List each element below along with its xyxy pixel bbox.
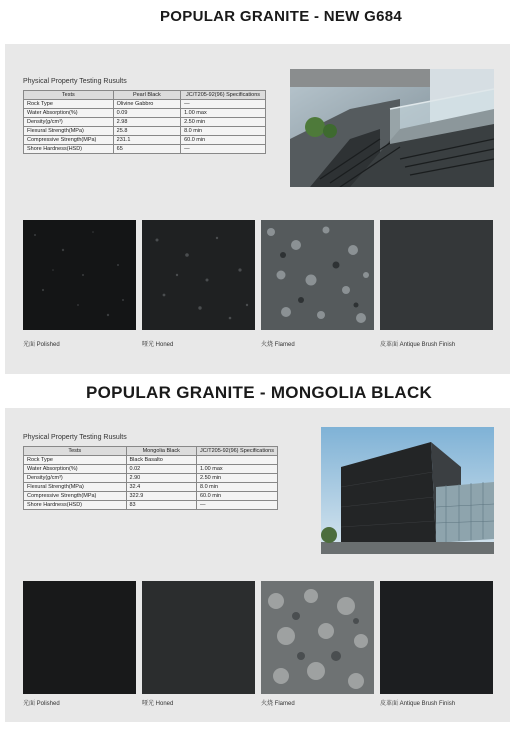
caption-flamed: 火烧 Flamed — [261, 701, 295, 707]
header-tests: Tests — [24, 91, 114, 100]
row-label: Flexural Strength(MPa) — [24, 482, 127, 491]
section2-property-table — [23, 446, 278, 510]
caption-antique-brush: 皮革面 Antique Brush Finish — [380, 342, 456, 348]
swatch-honed — [142, 220, 255, 330]
row-value: 83 — [126, 500, 197, 509]
table-row — [24, 135, 266, 144]
row-spec: 60.0 min — [197, 491, 278, 500]
table-row — [24, 126, 266, 135]
swatch-flamed — [261, 220, 374, 330]
row-spec: 8.0 min — [197, 482, 278, 491]
row-label: Density(g/cm³) — [24, 473, 127, 482]
row-label: Density(g/cm³) — [24, 117, 114, 126]
caption-antique-brush: 皮革面 Antique Brush Finish — [380, 701, 456, 707]
header-spec: JC/T205-92(96) Specifications — [197, 447, 278, 456]
table-header-row — [24, 447, 278, 456]
table-header-row — [24, 91, 266, 100]
caption-honed: 哑光 Honed — [142, 701, 174, 707]
caption-polished: 光面 Polished — [23, 701, 60, 707]
row-value: 2.98 — [113, 117, 180, 126]
row-value: 231.1 — [113, 135, 180, 144]
row-value: 25.8 — [113, 126, 180, 135]
row-label: Shore Hardness(HSD) — [24, 500, 127, 509]
table-row — [24, 455, 278, 464]
section1-table-title: Physical Property Testing Rusults — [23, 78, 127, 85]
row-spec: — — [181, 99, 266, 108]
row-value: 65 — [113, 144, 180, 153]
table-row — [24, 464, 278, 473]
section1-panel — [5, 44, 510, 374]
row-label: Rock Type — [24, 99, 114, 108]
row-value: 0.02 — [126, 464, 197, 473]
row-value: Black Basalto — [126, 455, 197, 464]
caption-honed: 哑光 Honed — [142, 342, 174, 348]
row-label: Flexural Strength(MPa) — [24, 126, 114, 135]
section1-property-table — [23, 90, 266, 154]
table-row — [24, 482, 278, 491]
row-label: Water Absorption(%) — [24, 108, 114, 117]
table-row — [24, 500, 278, 509]
row-spec: 8.0 min — [181, 126, 266, 135]
row-value: 32.4 — [126, 482, 197, 491]
section2-title: POPULAR GRANITE - MONGOLIA BLACK — [86, 383, 433, 402]
row-label: Shore Hardness(HSD) — [24, 144, 114, 153]
section1-title: POPULAR GRANITE - NEW G684 — [160, 8, 402, 25]
table-row — [24, 491, 278, 500]
row-label: Water Absorption(%) — [24, 464, 127, 473]
row-label: Rock Type — [24, 455, 127, 464]
swatch-polished — [23, 220, 136, 330]
staircase-photo — [290, 69, 494, 187]
row-value: 0.09 — [113, 108, 180, 117]
section2-panel — [5, 408, 510, 722]
row-spec: 1.00 max — [197, 464, 278, 473]
header-tests: Tests — [24, 447, 127, 456]
row-spec: 2.50 min — [181, 117, 266, 126]
section2-table-title: Physical Property Testing Rusults — [23, 434, 127, 441]
swatch-polished — [23, 581, 136, 694]
row-spec: — — [181, 144, 266, 153]
swatch-honed — [142, 581, 255, 694]
row-spec: 2.50 min — [197, 473, 278, 482]
row-label: Compressive Strength(MPa) — [24, 491, 127, 500]
table-row — [24, 473, 278, 482]
table-row — [24, 99, 266, 108]
caption-polished: 光面 Polished — [23, 342, 60, 348]
header-material: Pearl Black — [113, 91, 180, 100]
row-spec: — — [197, 500, 278, 509]
row-value: Olivine Gabbro — [113, 99, 180, 108]
table-row — [24, 117, 266, 126]
row-value: 2.90 — [126, 473, 197, 482]
building-photo — [321, 427, 494, 554]
swatch-flamed — [261, 581, 374, 694]
header-spec: JC/T205-92(96) Specifications — [181, 91, 266, 100]
header-material: Mongolia Black — [126, 447, 197, 456]
table-row — [24, 108, 266, 117]
row-value: 322.9 — [126, 491, 197, 500]
swatch-antique-brush — [380, 220, 493, 330]
row-spec — [197, 455, 278, 464]
row-spec: 1.00 max — [181, 108, 266, 117]
swatch-antique-brush — [380, 581, 493, 694]
table-row — [24, 144, 266, 153]
row-label: Compressive Strength(MPa) — [24, 135, 114, 144]
row-spec: 60.0 min — [181, 135, 266, 144]
caption-flamed: 火烧 Flamed — [261, 342, 295, 348]
